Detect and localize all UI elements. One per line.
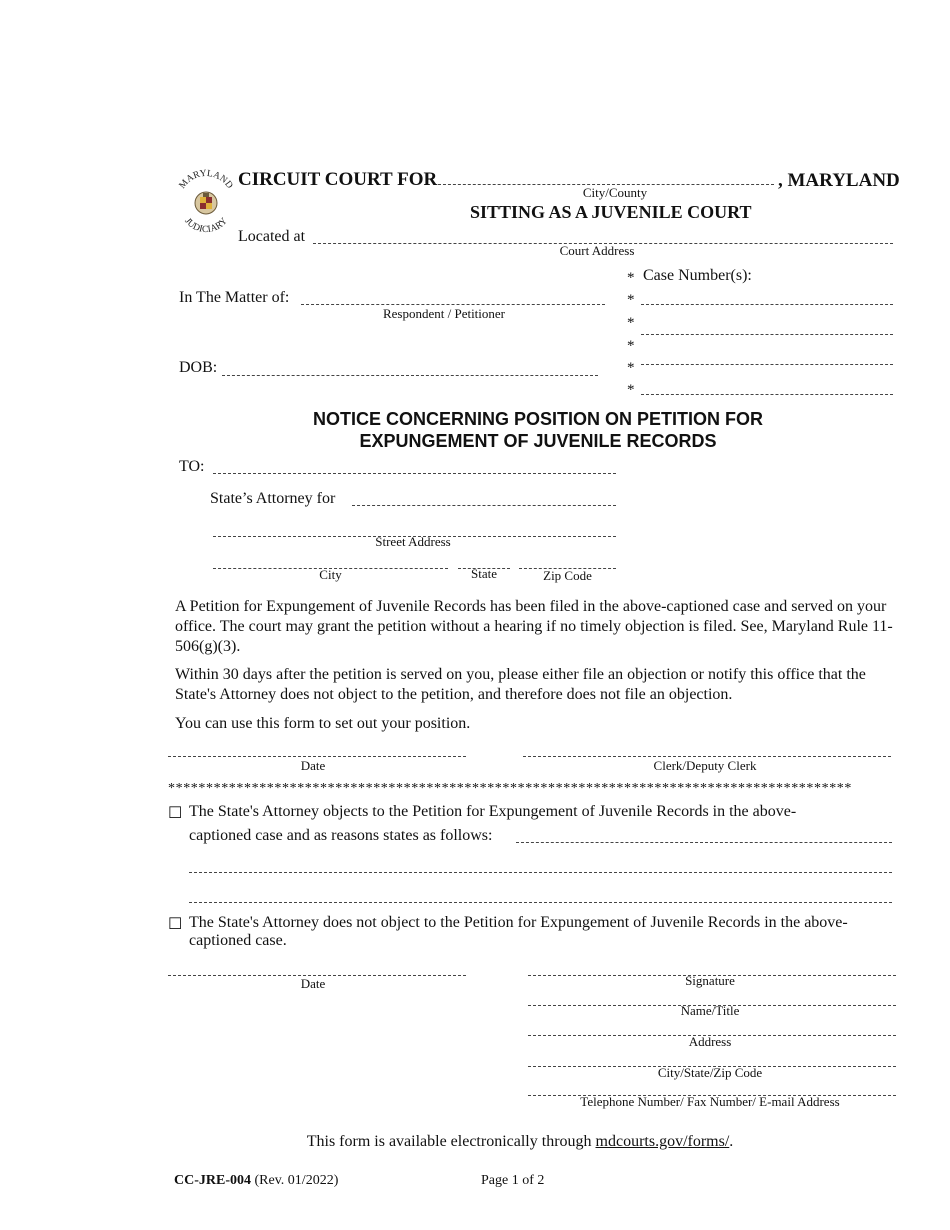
case-number-line-4[interactable]: [641, 394, 893, 395]
states-attorney-county-line[interactable]: [352, 505, 616, 506]
notice-title-line2: EXPUNGEMENT OF JUVENILE RECORDS: [359, 431, 717, 451]
clerk-caption: Clerk/Deputy Clerk: [653, 758, 757, 773]
body-paragraph-2: Within 30 days after the petition is served on you, please either file an objection or notify this office that the State's Attorney does not object to the petition, and therefore does not file an objection.: [175, 666, 866, 703]
availability-period: .: [729, 1133, 734, 1150]
city-state-zip-caption: City/State/Zip Code: [657, 1065, 763, 1080]
city-county-caption: City/County: [582, 185, 648, 200]
case-asterisk-0: *: [627, 270, 635, 286]
body-paragraph-3: You can use this form to set out your position.: [175, 715, 471, 732]
objects-checkbox[interactable]: ☐: [168, 805, 183, 822]
name-title-caption: Name/Title: [680, 1003, 740, 1018]
reasons-line-1[interactable]: [516, 842, 892, 843]
availability-text: This form is available electronically through: [306, 1133, 592, 1150]
case-number-line-3[interactable]: [641, 364, 893, 365]
respondent-caption: Respondent / Petitioner: [382, 306, 506, 321]
located-at-label: Located at: [238, 228, 306, 245]
zip-caption: Zip Code: [543, 568, 592, 583]
form-id: [174, 1173, 338, 1189]
clerk-signature-line[interactable]: [523, 756, 891, 757]
case-number-line-2[interactable]: [641, 334, 893, 335]
signature-caption: Signature: [685, 973, 735, 988]
street-address-caption: Street Address: [375, 534, 451, 549]
body-paragraph-1: A Petition for Expungement of Juvenile Records has been filed in the above-captioned case and served on your office. The court may grant the petition without a hearing if no timely objection is filed. See, Maryland Rule 11-506(g)(3).: [175, 598, 893, 655]
objects-text-line1: The State's Attorney objects to the Petition for Expungement of Juvenile Records in the above-: [189, 803, 797, 820]
form-code: CC-JRE-004: [174, 1173, 251, 1188]
court-address-caption: Court Address: [559, 243, 635, 258]
page-number: Page 1 of 2: [481, 1173, 545, 1188]
no-objection-text-line2: captioned case.: [189, 932, 287, 949]
case-asterisk-1: *: [627, 292, 635, 308]
case-asterisk-2: *: [627, 315, 635, 331]
dob-line[interactable]: [222, 375, 598, 376]
maryland-judiciary-seal: [172, 166, 240, 238]
states-attorney-label: State’s Attorney for: [210, 490, 336, 507]
court-label: CIRCUIT COURT FOR: [238, 169, 438, 190]
objects-text-line2: captioned case and as reasons states as follows:: [189, 827, 493, 844]
case-asterisk-3: *: [627, 338, 635, 354]
case-number-line-1[interactable]: [641, 304, 893, 305]
case-asterisk-4: *: [627, 360, 635, 376]
form-revision: (Rev. 01/2022): [254, 1173, 339, 1188]
address-caption: Address: [688, 1034, 732, 1049]
no-objection-text-line1: The State's Attorney does not object to the Petition for Expungement of Juvenile Records in the above-: [189, 914, 848, 931]
clerk-date-caption: Date: [300, 758, 326, 773]
availability-note: [0, 1133, 950, 1151]
to-label: TO:: [179, 458, 205, 475]
state-label: , MARYLAND: [778, 170, 900, 191]
to-line[interactable]: [213, 473, 616, 474]
contact-caption: Telephone Number/ Fax Number/ E-mail Address: [580, 1094, 840, 1109]
city-caption: City: [319, 567, 342, 582]
in-the-matter-label: In The Matter of:: [179, 289, 290, 306]
svg-text:JUDICIARY: JUDICIARY: [182, 216, 230, 236]
respondent-line[interactable]: [301, 304, 605, 305]
asterisk-separator: ******************************************************************************************: [168, 781, 852, 796]
no-objection-checkbox[interactable]: ☐: [168, 916, 183, 933]
sa-date-caption: Date: [300, 976, 326, 991]
notice-title-line1: NOTICE CONCERNING POSITION ON PETITION FOR: [312, 409, 764, 429]
clerk-date-line[interactable]: [168, 756, 466, 757]
reasons-line-2[interactable]: [189, 872, 892, 873]
case-numbers-label: Case Number(s):: [643, 267, 752, 284]
dob-label: DOB:: [179, 359, 218, 376]
svg-text:MARYLAND: MARYLAND: [177, 168, 235, 191]
state-caption: State: [471, 566, 497, 581]
mdcourts-forms-link[interactable]: mdcourts.gov/forms/: [595, 1133, 730, 1150]
reasons-line-3[interactable]: [189, 902, 892, 903]
sitting-as-heading: SITTING AS A JUVENILE COURT: [470, 202, 752, 222]
case-asterisk-5: *: [627, 382, 635, 398]
